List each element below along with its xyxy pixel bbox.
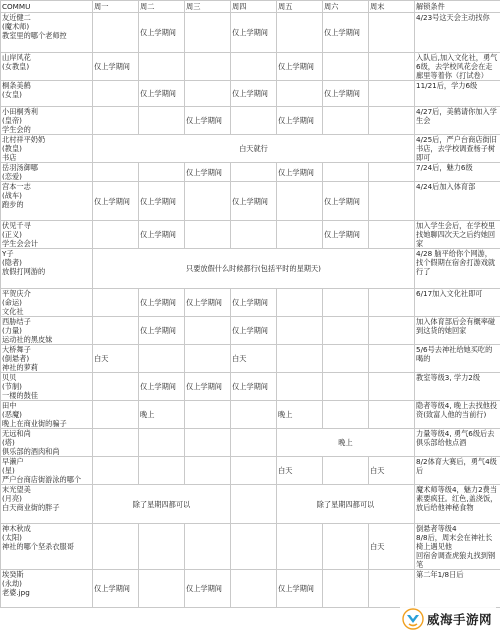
character-name-cell: 桐条美鹤 (女皇) [1,81,93,107]
header-day: 周一 [93,1,139,13]
schedule-cell [369,182,415,221]
schedule-cell: 仅上学期间 [231,81,277,107]
schedule-cell [323,457,369,485]
schedule-cell [231,163,277,182]
schedule-cell [277,345,323,373]
schedule-cell: 仅上学期间 [277,570,323,608]
schedule-cell [93,221,139,249]
unlock-condition-cell: 入队后,加入文化社，勇气6级，去学校风花会在走廊里等着你（打试卷） [415,53,500,81]
header-row [1,1,500,13]
schedule-cell [139,163,185,182]
schedule-cell [231,221,277,249]
schedule-cell [277,221,323,249]
schedule-cell: 仅上学期间 [139,289,185,317]
schedule-cell [277,289,323,317]
schedule-cell [93,524,139,570]
table-row [1,81,500,107]
schedule-cell [185,53,231,81]
schedule-cell [139,524,185,570]
schedule-cell [277,373,323,401]
schedule-cell [277,13,323,53]
character-name-cell: 早濑户 (星) 严户台商店街游泳的哪个 [1,457,93,485]
unlock-condition-cell: 魔术师等级4，魅力2费当素要疯狂。红色,盖浇饭，放后给他神秘食物 [415,485,500,524]
schedule-cell [369,53,415,81]
schedule-cell [185,221,231,249]
schedule-cell [139,429,185,457]
schedule-cell [93,401,139,429]
character-name-cell: 友近健二 (魔术师) 教室里的哪个老师控 [1,13,93,53]
unlock-condition-cell: 第二年1/8日后 [415,570,500,608]
schedule-cell: 仅上学期间 [277,53,323,81]
unlock-condition-cell: 4/27后，美鹤请你加入学生会 [415,107,500,135]
schedule-span-cell: 除了星期四都可以 [277,485,415,524]
table-row [1,524,500,570]
schedule-cell [231,524,277,570]
unlock-condition-cell: 7/24后，魅力6级 [415,163,500,182]
schedule-cell [185,182,231,221]
schedule-cell [323,345,369,373]
schedule-cell: 仅上学期间 [323,13,369,53]
schedule-cell [93,163,139,182]
unlock-condition-cell: 4/25后，严户台商店街旧书店，去学校调查杨子树即可 [415,135,500,163]
unlock-condition-cell: 6/17加入文化社即可 [415,289,500,317]
schedule-cell: 仅上学期间 [93,182,139,221]
schedule-cell [323,524,369,570]
character-name-cell: 西胁结子 (力量) 运动社的黑皮妹 [1,317,93,345]
table-row [1,13,500,53]
schedule-cell [139,345,185,373]
schedule-cell: 仅上学期间 [93,570,139,608]
schedule-cell [369,345,415,373]
schedule-cell [93,317,139,345]
schedule-cell: 仅上学期间 [185,570,231,608]
header-day: 周末 [369,1,415,13]
schedule-cell: 仅上学期间 [277,163,323,182]
character-name-cell: 小田桐秀利 (皇帝) 学生会的 [1,107,93,135]
character-name-cell: 贝贝 (节制) 一楼的鼓佳 [1,373,93,401]
table-row [1,135,500,163]
schedule-cell [277,182,323,221]
schedule-cell: 晚上 [277,401,323,429]
schedule-cell [369,163,415,182]
watermark-text: 威海手游网 [426,612,492,627]
unlock-condition-cell: 4/28 脑平给你个网游，找个假期在宿舍打游戏就行了 [415,249,500,289]
schedule-cell [323,163,369,182]
schedule-cell [185,317,231,345]
unlock-condition-cell: 4/24后加入体育部 [415,182,500,221]
character-name-cell: 平贺庆介 (命运) 文化社 [1,289,93,317]
schedule-span-cell [231,485,277,524]
header-corner: COMMU [1,1,93,13]
table-row [1,345,500,373]
table-row [1,373,500,401]
schedule-cell: 白天 [369,524,415,570]
table-row [1,429,500,457]
schedule-cell: 仅上学期间 [93,53,139,81]
schedule-cell [93,373,139,401]
schedule-cell [93,457,139,485]
unlock-condition-cell: 4/23号这天会主动找你 [415,13,500,53]
unlock-condition-cell: 5/6号去神社给她买吃的喝的 [415,345,500,373]
character-name-cell: 无远和尚 (塔) 俱乐部的酒肉和尚 [1,429,93,457]
schedule-cell [369,81,415,107]
schedule-cell [93,107,139,135]
table-row [1,317,500,345]
schedule-cell [93,13,139,53]
unlock-condition-cell: 加入学生会后，在学校里找她聊四次天之后约她回家 [415,221,500,249]
schedule-cell [93,81,139,107]
schedule-span-cell: 除了星期四都可以 [93,485,231,524]
character-name-cell: 岳羽汤御哪 (恋爱) [1,163,93,182]
schedule-cell: 仅上学期间 [323,221,369,249]
schedule-cell [185,401,231,429]
schedule-cell [323,373,369,401]
character-name-cell: 埃癸斯 (永劫) 老婆.jpg [1,570,93,608]
schedule-cell [185,457,231,485]
schedule-cell [139,457,185,485]
table-row [1,401,500,429]
character-name-cell: 神木秋成 (太阳) 神社的哪个坚杀衣服哥 [1,524,93,570]
schedule-cell: 仅上学期间 [185,107,231,135]
schedule-cell [369,401,415,429]
header-day: 周六 [323,1,369,13]
schedule-cell: 晚上 [139,401,185,429]
schedule-cell: 仅上学期间 [231,289,277,317]
schedule-cell [277,524,323,570]
table-row [1,221,500,249]
schedule-cell: 仅上学期间 [231,317,277,345]
table-row [1,289,500,317]
character-name-cell: 伏见千寻 (正义) 学生会会计 [1,221,93,249]
schedule-span-cell: 晚上 [277,429,415,457]
schedule-cell [323,570,369,608]
unlock-condition-cell: 倒悬者等级4 8/8后，周末会在神社长椅上遇见他 回宿舍调查虎狼丸找到钢笔 [415,524,500,570]
schedule-cell: 仅上学期间 [139,81,185,107]
schedule-cell: 白天 [93,345,139,373]
schedule-cell: 仅上学期间 [139,221,185,249]
header-day: 周四 [231,1,277,13]
schedule-cell [139,53,185,81]
schedule-cell [323,401,369,429]
schedule-cell: 仅上学期间 [139,182,185,221]
schedule-cell [277,317,323,345]
schedule-cell [139,107,185,135]
header-unlock: 解锁条件 [415,1,500,13]
schedule-cell: 白天 [231,345,277,373]
schedule-cell [369,570,415,608]
unlock-condition-cell: 隐者等级4, 晚上去找他投资(致富人他的当前行) [415,401,500,429]
unlock-condition-cell: 力量等级4, 勇气6级后去俱乐部给他点酒 [415,429,500,457]
schedule-cell [323,317,369,345]
unlock-condition-cell: 8/2体育大赛后，勇气4级后 [415,457,500,485]
character-name-cell: 北村祥平奶奶 (教皇) 书店 [1,135,93,163]
schedule-cell: 仅上学期间 [185,373,231,401]
table-row [1,485,500,524]
schedule-cell [185,81,231,107]
schedule-cell [323,107,369,135]
character-name-cell: 田中 (恶魔) 晚上在商业街的骗子 [1,401,93,429]
schedule-cell [185,429,231,457]
schedule-cell [369,317,415,345]
schedule-cell [93,429,139,457]
schedule-cell: 白天 [369,457,415,485]
schedule-span-cell: 只要放假什么时候都行(包括平时的星期天) [93,249,415,289]
character-name-cell: 宫本一志 (战车) 跑步的 [1,182,93,221]
table-row [1,249,500,289]
unlock-condition-cell: 教室等级3, 学力2级 [415,373,500,401]
table-row [1,107,500,135]
table-row [1,182,500,221]
unlock-condition-cell: 11/21后，学力6级 [415,81,500,107]
schedule-cell [185,524,231,570]
schedule-cell [369,221,415,249]
schedule-cell [231,429,277,457]
schedule-cell [231,401,277,429]
header-day: 周三 [185,1,231,13]
schedule-cell: 仅上学期间 [185,289,231,317]
schedule-cell: 仅上学期间 [231,13,277,53]
schedule-cell: 仅上学期间 [231,182,277,221]
character-name-cell: 末光望美 (月亮) 白天商业街的胖子 [1,485,93,524]
schedule-cell: 仅上学期间 [323,81,369,107]
schedule-cell: 仅上学期间 [139,317,185,345]
schedule-cell [369,289,415,317]
schedule-cell: 仅上学期间 [231,373,277,401]
schedule-cell: 仅上学期间 [139,13,185,53]
schedule-cell [231,457,277,485]
header-day: 周五 [277,1,323,13]
character-name-cell: 大桥舞子 (倒悬者) 神社的萝莉 [1,345,93,373]
schedule-cell [369,13,415,53]
schedule-cell [185,13,231,53]
schedule-cell [369,373,415,401]
schedule-cell [277,81,323,107]
table-row [1,457,500,485]
schedule-span-cell: 白天就行 [93,135,415,163]
schedule-cell [93,289,139,317]
schedule-cell: 仅上学期间 [139,373,185,401]
table-row [1,53,500,81]
site-watermark [400,606,496,632]
table-row [1,570,500,608]
schedule-cell [231,107,277,135]
header-day: 周二 [139,1,185,13]
schedule-cell [323,53,369,81]
schedule-cell [231,53,277,81]
table-row [1,163,500,182]
character-name-cell: 山岸风花 (女教皇) [1,53,93,81]
schedule-cell [323,289,369,317]
schedule-cell [231,570,277,608]
schedule-cell: 仅上学期间 [323,182,369,221]
site-logo-icon [402,608,424,630]
unlock-condition-cell: 加入体育部后会有概率碰到这货的她回家 [415,317,500,345]
schedule-cell: 白天 [277,457,323,485]
schedule-cell [185,345,231,373]
schedule-cell [369,107,415,135]
schedule-cell: 仅上学期间 [277,107,323,135]
character-name-cell: Y子 (隐者) 放假打网游的 [1,249,93,289]
schedule-cell [139,570,185,608]
schedule-cell: 仅上学期间 [185,163,231,182]
